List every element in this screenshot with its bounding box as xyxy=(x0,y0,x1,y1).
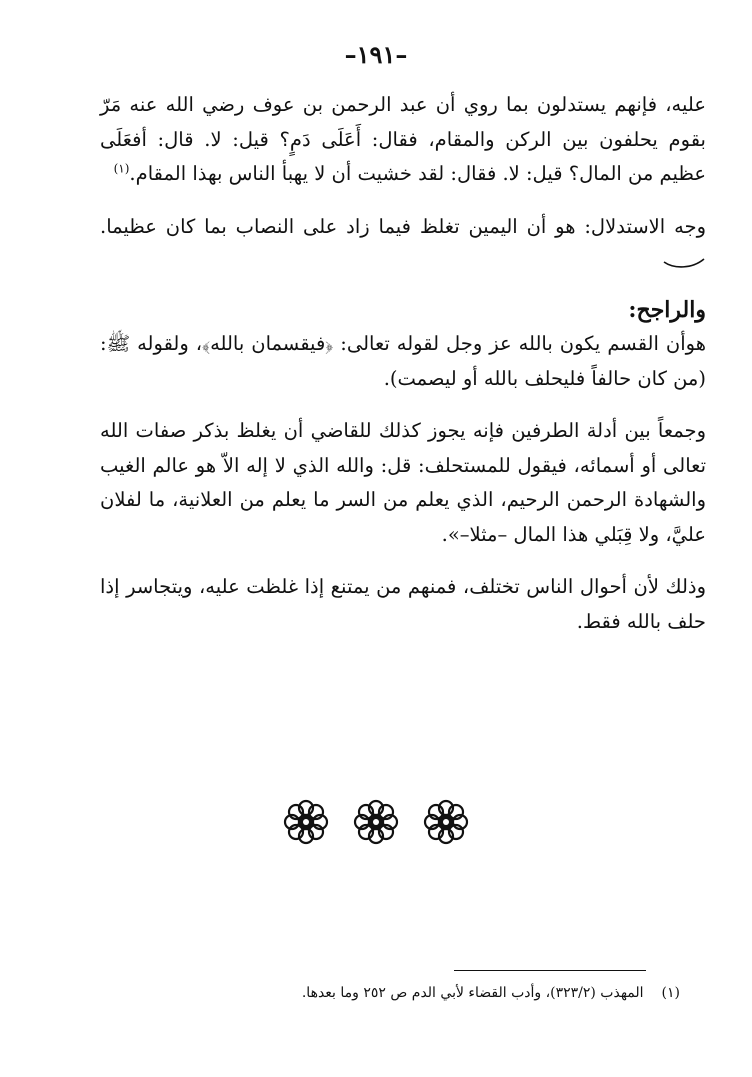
paragraph-2 xyxy=(100,210,706,279)
footnote-text: المهذب (٣٢٣/٢)، وأدب القضاء لأبي الدم ص ٢٥٢ وما بعدها. xyxy=(301,985,644,1001)
swoosh-flourish-icon xyxy=(662,255,706,269)
section-heading: والراجح: xyxy=(628,296,706,323)
footnote-separator xyxy=(454,970,646,971)
body-text xyxy=(100,88,706,639)
paragraph-5: وذلك لأن أحوال الناس تختلف، فمنهم من يمتنع إذا غلظت عليه، ويتجاسر إذا حلف بالله فقط. xyxy=(100,575,706,633)
paragraph-2-text: وجه الاستدلال: هو أن اليمين تغلظ فيما زاد على النصاب بما كان عظيما. xyxy=(100,214,706,238)
flower-ornament-icon xyxy=(422,798,470,846)
paragraph-1 xyxy=(100,88,706,192)
paragraph-1-text: عليه، فإنهم يستدلون بما روي أن عبد الرحمن بن عوف رضي الله عنه مَرّ بقوم يحلفون بين الركن والمقام، فقال: أَعَلَى دَمٍ؟ قيل: لا. قال: أفعَلَى عظيم من المال؟ قيل: لا. فقال: لقد خشيت أن لا يهبأ الناس بهذا المقام. xyxy=(100,93,706,185)
footnote xyxy=(120,982,680,1004)
footnote-number: (١) xyxy=(661,985,680,1001)
ornament-divider xyxy=(0,798,752,846)
paragraph-3: هوأن القسم يكون بالله عز وجل لقوله تعالى: ﴿فيقسمان بالله﴾، ولقوله ﷺ: (من كان حالفاً فليحلف بالله أو ليصمت). xyxy=(100,332,706,390)
flower-ornament-icon xyxy=(352,798,400,846)
footnote-reference: (١) xyxy=(113,161,130,176)
page-number: –١٩١– xyxy=(344,40,408,69)
flower-ornament-icon xyxy=(282,798,330,846)
paragraph-4: وجمعاً بين أدلة الطرفين فإنه يجوز كذلك للقاضي أن يغلظ بذكر صفات الله تعالى أو أسمائه، فيقول للمستحلف: قل: والله الذي لا إله الاّ هو عالم الغيب والشهادة الرحمن الرحيم، الذي يعلم من السر ما يعلم من العلانية، ما لفلان عليَّ، ولا قِبَلي هذا المال –مثلا–». xyxy=(100,419,706,546)
